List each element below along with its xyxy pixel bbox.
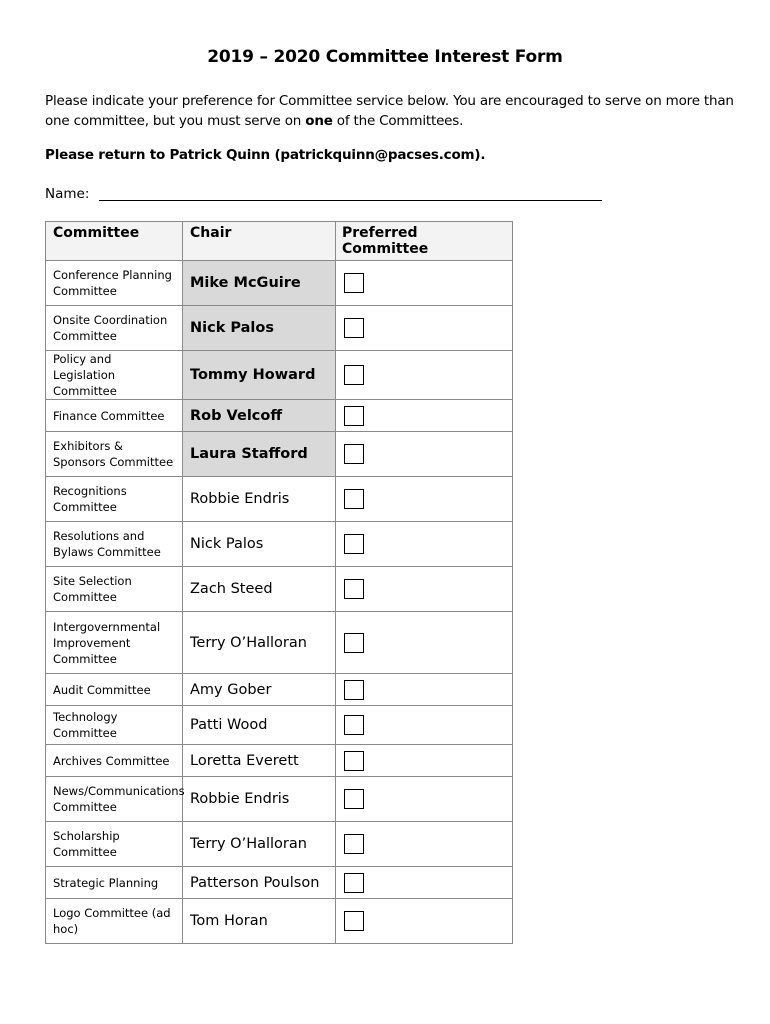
table-row xyxy=(46,867,513,899)
committee-name: Logo Committee (ad hoc) xyxy=(46,899,183,944)
preferred-cell xyxy=(336,261,513,306)
preferred-checkbox[interactable] xyxy=(344,751,364,771)
chair-name: Terry O’Halloran xyxy=(183,612,336,674)
committee-name: Exhibitors & Sponsors Committee xyxy=(46,432,183,477)
preferred-checkbox[interactable] xyxy=(344,911,364,931)
preferred-cell xyxy=(336,822,513,867)
header-chair: Chair xyxy=(183,222,336,261)
preferred-cell xyxy=(336,706,513,745)
table-row xyxy=(46,522,513,567)
table-row xyxy=(46,777,513,822)
preferred-checkbox[interactable] xyxy=(344,489,364,509)
table-row xyxy=(46,261,513,306)
table-row xyxy=(46,674,513,706)
preferred-checkbox[interactable] xyxy=(344,834,364,854)
committee-name: Resolutions and Bylaws Committee xyxy=(46,522,183,567)
preferred-checkbox[interactable] xyxy=(344,633,364,653)
preferred-checkbox[interactable] xyxy=(344,273,364,293)
chair-name: Robbie Endris xyxy=(183,777,336,822)
table-row xyxy=(46,432,513,477)
preferred-cell xyxy=(336,899,513,944)
table-row xyxy=(46,822,513,867)
name-field[interactable] xyxy=(99,200,602,201)
committee-name: Scholarship Committee xyxy=(46,822,183,867)
preferred-cell xyxy=(336,522,513,567)
committee-name: Intergovernmental Improvement Committee xyxy=(46,612,183,674)
committee-name: Policy and Legislation Committee xyxy=(46,351,183,400)
committee-name: Onsite Coordination Committee xyxy=(46,306,183,351)
chair-name: Tommy Howard xyxy=(183,351,336,400)
preferred-checkbox[interactable] xyxy=(344,715,364,735)
table-row xyxy=(46,899,513,944)
form-title: 2019 – 2020 Committee Interest Form xyxy=(207,47,563,67)
preferred-cell xyxy=(336,745,513,777)
table-row xyxy=(46,306,513,351)
header-committee: Committee xyxy=(46,222,183,261)
chair-name: Mike McGuire xyxy=(183,261,336,306)
committee-name: Audit Committee xyxy=(46,674,183,706)
table-row xyxy=(46,477,513,522)
preferred-checkbox[interactable] xyxy=(344,579,364,599)
chair-name: Nick Palos xyxy=(183,306,336,351)
preferred-checkbox[interactable] xyxy=(344,406,364,426)
chair-name: Patterson Poulson xyxy=(183,867,336,899)
header-preferred: Preferred Committee xyxy=(336,222,513,261)
preferred-cell xyxy=(336,567,513,612)
preferred-checkbox[interactable] xyxy=(344,680,364,700)
preferred-checkbox[interactable] xyxy=(344,365,364,385)
chair-name: Rob Velcoff xyxy=(183,400,336,432)
chair-name: Amy Gober xyxy=(183,674,336,706)
table-header-row xyxy=(46,222,513,261)
committee-name: Archives Committee xyxy=(46,745,183,777)
preferred-cell xyxy=(336,777,513,822)
table-row xyxy=(46,400,513,432)
preferred-cell xyxy=(336,351,513,400)
chair-name: Robbie Endris xyxy=(183,477,336,522)
chair-name: Terry O’Halloran xyxy=(183,822,336,867)
intro-bold-word: one xyxy=(305,113,333,129)
table-row xyxy=(46,351,513,400)
preferred-cell xyxy=(336,867,513,899)
preferred-checkbox[interactable] xyxy=(344,444,364,464)
preferred-cell xyxy=(336,306,513,351)
chair-name: Nick Palos xyxy=(183,522,336,567)
preferred-cell xyxy=(336,674,513,706)
intro-text-1: Please indicate your preference for Committee service below. You are encouraged to serve on more than one committee, but you must serve on xyxy=(45,93,734,129)
chair-name: Laura Stafford xyxy=(183,432,336,477)
committee-name: Recognitions Committee xyxy=(46,477,183,522)
preferred-checkbox[interactable] xyxy=(344,873,364,893)
committee-name: Conference Planning Committee xyxy=(46,261,183,306)
preferred-cell xyxy=(336,432,513,477)
preferred-cell xyxy=(336,477,513,522)
preferred-checkbox[interactable] xyxy=(344,534,364,554)
table-row xyxy=(46,612,513,674)
chair-name: Patti Wood xyxy=(183,706,336,745)
committee-name: News/Communications Committee xyxy=(46,777,183,822)
preferred-checkbox[interactable] xyxy=(344,318,364,338)
committee-table xyxy=(45,221,513,944)
committee-name: Site Selection Committee xyxy=(46,567,183,612)
chair-name: Zach Steed xyxy=(183,567,336,612)
chair-name: Loretta Everett xyxy=(183,745,336,777)
preferred-checkbox[interactable] xyxy=(344,789,364,809)
name-label: Name: xyxy=(45,186,90,202)
chair-name: Tom Horan xyxy=(183,899,336,944)
committee-name: Technology Committee xyxy=(46,706,183,745)
preferred-cell xyxy=(336,400,513,432)
table-row xyxy=(46,745,513,777)
committee-name: Finance Committee xyxy=(46,400,183,432)
preferred-cell xyxy=(336,612,513,674)
table-row xyxy=(46,567,513,612)
intro-text-2: of the Committees. xyxy=(332,113,464,129)
intro-paragraph xyxy=(45,91,735,131)
committee-name: Strategic Planning xyxy=(46,867,183,899)
table-row xyxy=(46,706,513,745)
return-instructions: Please return to Patrick Quinn (patrickquinn@pacses.com). xyxy=(45,147,486,163)
